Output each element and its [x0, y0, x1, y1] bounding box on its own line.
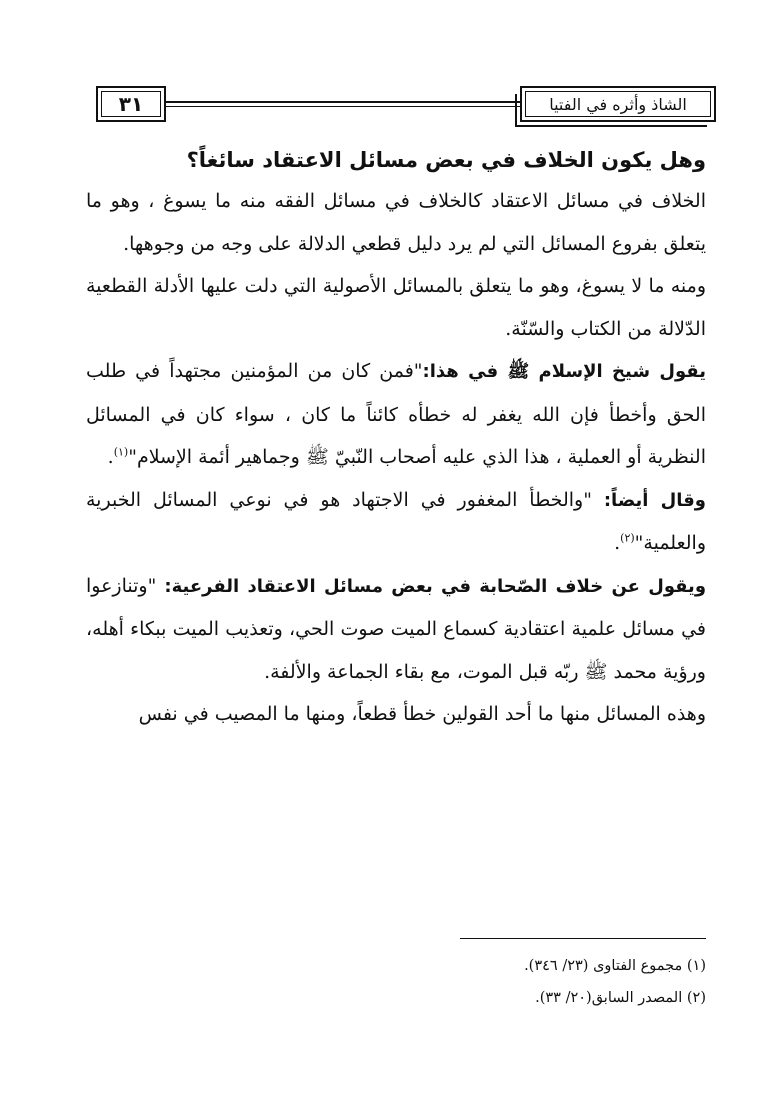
header-rule	[163, 101, 523, 107]
paragraph-4	[86, 479, 706, 565]
footnote-ref-2: (٢)	[620, 531, 635, 545]
paragraph-1	[86, 180, 706, 265]
footnotes	[86, 950, 706, 1014]
paragraph-3-quote: "فمن كان من المؤمنين مجتهداً في طلب الحق وأخطأ فإن الله يغفر له خطأه كائناً ما كان ، سواء كان في المسائل النظرية أو العملية ، هذا الذي عليه أصحاب النّبيّ ﷺ وجماهير أئمة الإسلام"	[86, 360, 706, 468]
footnote-ref-1: (١)	[113, 445, 129, 459]
running-title-text: الشاذ وأثره في الفتيا	[549, 94, 687, 114]
paragraph-3-end: .	[107, 446, 114, 468]
footnote-2: (٢) المصدر السابق(٢٠/ ٣٣).	[535, 990, 706, 1006]
main-text	[86, 140, 706, 736]
paragraph-3-lead: يقول شيخ الإسلام ﷺ في هذا:	[422, 361, 706, 382]
footnote-1: (١) مجموع الفتاوى (٢٣/ ٣٤٦).	[524, 958, 706, 974]
paragraph-4-lead: وقال أيضاً:	[603, 489, 706, 511]
page-number-text: ٣١	[118, 92, 144, 116]
footnote-separator	[460, 938, 706, 939]
running-title	[520, 86, 716, 122]
paragraph-4-quote: "والخطأ المغفور في الاجتهاد هو في نوعي المسائل الخبرية والعلمية"	[86, 488, 706, 554]
paragraph-6-text: وهذه المسائل منها ما أحد القولين خطأ قطعاً، ومنها ما المصيب في نفس	[138, 703, 706, 725]
paragraph-4-end: .	[614, 532, 621, 554]
paragraph-1-text: الخلاف في مسائل الاعتقاد كالخلاف في مسائل الفقه منه ما يسوغ ، وهو ما يتعلق بفروع المسائل التي لم يرد دليل قطعي الدلالة على وجه من وجوهها.	[86, 190, 706, 255]
paragraph-6	[86, 693, 706, 736]
paragraph-2	[86, 265, 706, 350]
paragraph-3	[86, 350, 706, 479]
paragraph-5	[86, 565, 706, 694]
paragraph-5-lead: ويقول عن خلاف الصّحابة في بعض مسائل الاعتقاد الفرعية:	[164, 575, 707, 597]
section-heading: وهل يكون الخلاف في بعض مسائل الاعتقاد سائغاً؟	[186, 148, 706, 172]
page-number	[96, 86, 166, 122]
paragraph-2-text: ومنه ما لا يسوغ، وهو ما يتعلق بالمسائل الأصولية التي دلت عليها الأدلة القطعية الدّلالة من الكتاب والسّنّة.	[86, 275, 706, 340]
paragraph-5-quote: "وتنازعوا في مسائل علمية اعتقادية كسماع الميت صوت الحي، وتعذيب الميت ببكاء أهله، ورؤية محمد ﷺ ربّه قبل الموت، مع بقاء الجماعة والألفة.	[86, 574, 706, 683]
